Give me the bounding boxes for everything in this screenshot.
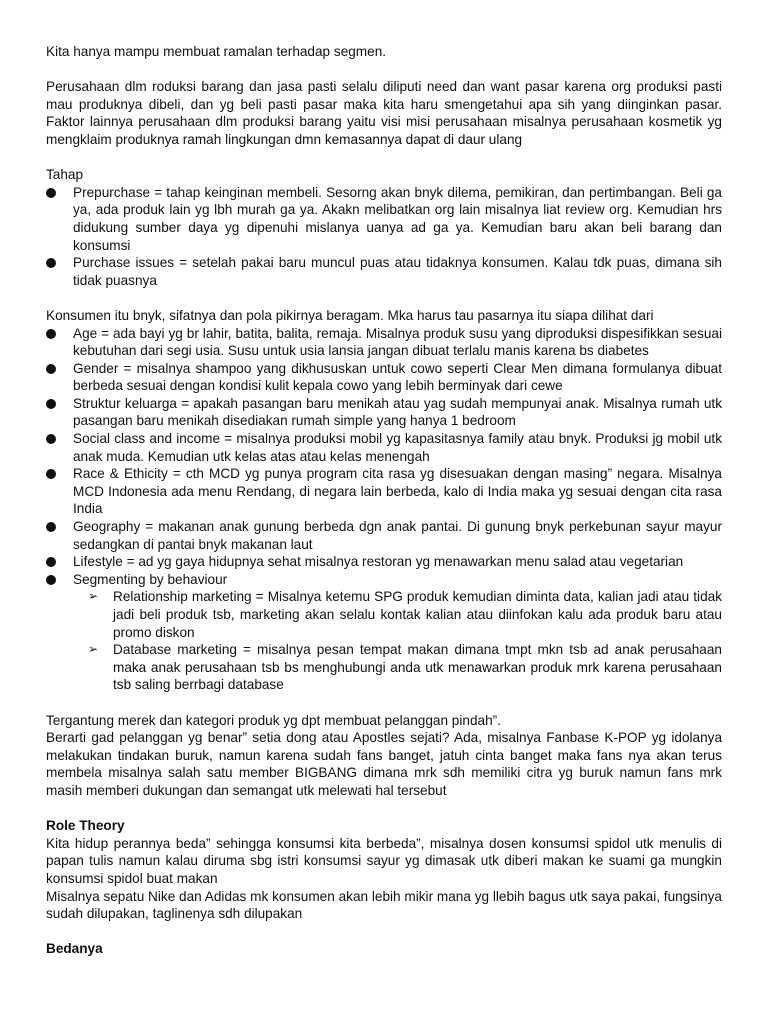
arrow-bullet-icon: ➢ xyxy=(88,642,99,657)
paragraph-perusahaan: Perusahaan dlm roduksi barang dan jasa pasti selalu diliputi need dan want pasar karena org produksi pasti mau produknya dibeli, dan yg beli pasti pasar maka kita haru smengetahui apa sih yang diinginkan pasar. Faktor lainnya perusahaan dlm produksi barang yaitu visi misi perusahaan misalnya perusahaan kosmetik yg mengklaim produknya ramah lingkungan dmn kemasannya dapat di daur ulang xyxy=(46,79,722,147)
bullet-icon xyxy=(46,329,56,339)
behaviour-sublist xyxy=(73,588,722,694)
konsumen-list xyxy=(46,325,722,694)
tahap-list xyxy=(46,184,722,290)
bullet-icon xyxy=(46,575,56,585)
document-body xyxy=(46,43,722,958)
list-item: Gender = misalnya shampoo yang dikhususkan untuk cowo seperti Clear Men dimana formulanya dibuat berbeda sesuai dengan kondisi kulit kepala cowo yang lebih berminyak dari cewe xyxy=(46,360,722,395)
bullet-icon xyxy=(46,522,56,532)
bullet-icon xyxy=(46,557,56,567)
bullet-icon xyxy=(46,434,56,444)
bullet-icon xyxy=(46,188,56,198)
sublist-item: ➢ Database marketing = misalnya pesan tempat makan dimana tmpt mkn tsb ad anak perusahaan maka anak perusahaan tsb bs menghubungi anda utk menawarkan produk mrk karena perusahaan tsb saling berrbagi database xyxy=(88,642,722,693)
list-item: Segmenting by behaviour ➢ Relationship marketing = Misalnya ketemu SPG produk kemudian diminta data, kalian jadi atau tidak jadi beli produk tsb, marketing akan selalu kontak kalian atau diinfokan kalu ada produk baru atau promo diskon ➢ Database marketing = misalnya pesan tempat makan dimana tmpt mkn tsb ad anak perusahaan maka anak perusahaan tsb bs menghubungi anda utk menawarkan produk mrk karena perusahaan tsb saling berrbagi database xyxy=(46,571,722,694)
konsumen-intro: Konsumen itu bnyk, sifatnya dan pola pikirnya beragam. Mka harus tau pasarnya itu siapa dilihat dari xyxy=(46,307,654,323)
list-item: Race & Ethicity = cth MCD yg punya program cita rasa yg disesuakan dengan masing” negara. Misalnya MCD Indonesia ada menu Rendang, di negara lain berbeda, kalo di India maka yg sesuai dengan cita rasa India xyxy=(46,465,722,518)
list-item: Geography = makanan anak gunung berbeda dgn anak pantai. Di gunung bnyk perkebunan sayur mayur sedangkan di pantai bnyk makanan laut xyxy=(46,518,722,553)
role-paragraph-2: Misalnya sepatu Nike dan Adidas mk konsumen akan lebih mikir mana yg llebih bagus utk saya pakai, fungsinya sudah dilupakan, taglinenya sdh dilupakan xyxy=(46,888,722,922)
list-item: Purchase issues = setelah pakai baru muncul puas atau tidaknya konsumen. Kalau tdk puas, dimana sih tidak puasnya xyxy=(46,254,722,289)
list-item: Social class and income = misalnya produksi mobil yg kapasitasnya family atau bnyk. Produksi jg mobil utk anak muda. Kemudian utk kelas atas atau kelas menengah xyxy=(46,430,722,465)
list-item: Age = ada bayi yg br lahir, batita, balita, remaja. Misalnya produk susu yang diproduksi dispesifikkan sesuai kebutuhan dari segi usia. Susu untuk usia lansia jangan dibuat terlalu manis karena bs diabetes xyxy=(46,325,722,360)
bullet-icon xyxy=(46,258,56,268)
tahap-heading: Tahap xyxy=(46,167,84,183)
list-item: Prepurchase = tahap keinginan membeli. Sesorng akan bnyk dilema, pemikiran, dan pertimbangan. Beli ga ya, ada produk lain yg lbh murah ga ya. Akakn melibatkan org lain misalnya liat review org. Kemudian hrs didukung sumber daya yg dipenuhi mislanya uanya ad ga ya. Kemudian baru akan beli barang dan konsumsi xyxy=(46,184,722,254)
sublist-item: ➢ Relationship marketing = Misalnya ketemu SPG produk kemudian diminta data, kalian jadi atau tidak jadi beli produk tsb, marketing akan selalu kontak kalian atau diinfokan kalu ada produk baru atau promo diskon xyxy=(88,589,722,640)
intro-line: Kita hanya mampu membuat ramalan terhadap segmen. xyxy=(46,44,387,59)
arrow-bullet-icon: ➢ xyxy=(88,589,99,604)
berarti-paragraph: Berarti gad pelanggan yg benar” setia dong atau Apostles sejati? Ada, misalnya Fanbase K-POP yg idolanya melakukan tindakan buruk, namun karena sudah fans banget, jatuh cinta banget maka fans nya akan terus membela misalnya salah satu member BIGBANG dimana mrk sdh memiliki citra yg buruk namun fans mrk masih memberi dukungan dan semangat utk melewati hal tersebut xyxy=(46,730,722,798)
role-theory-heading: Role Theory xyxy=(46,818,125,834)
bullet-icon xyxy=(46,399,56,409)
list-item: Struktur keluarga = apakah pasangan baru menikah atau yag sudah mempunyai anak. Misalnya rumah utk pasangan baru menikah disediakan rumah simple yang hanya 1 bedroom xyxy=(46,395,722,430)
bedanya-heading: Bedanya xyxy=(46,941,103,957)
role-paragraph-1: Kita hidup perannya beda” sehingga konsumsi kita berbeda”, misalnya dosen konsumsi spidol utk menulis di papan tulis namun kalau diruma sbg istri konsumsi sayur yg dimasak utk diberi makan ke suami ga mungkin konsumsi spidol buat makan xyxy=(46,835,722,886)
list-item: Lifestyle = ad yg gaya hidupnya sehat misalnya restoran yg menawarkan menu salad atau vegetarian xyxy=(46,553,722,571)
tergantung-line: Tergantung merek dan kategori produk yg dpt membuat pelanggan pindah”. xyxy=(46,712,501,728)
bullet-icon xyxy=(46,469,56,479)
bullet-icon xyxy=(46,364,56,374)
